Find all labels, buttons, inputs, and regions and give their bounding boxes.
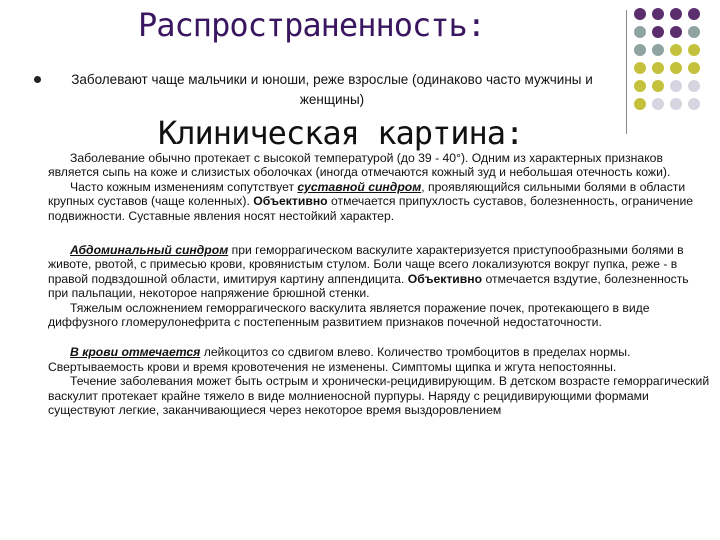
decorative-dot xyxy=(652,8,664,20)
decorative-dot xyxy=(652,26,664,38)
decorative-dot xyxy=(670,80,682,92)
paragraph-joint-syndrome xyxy=(48,180,712,223)
paragraph-abdominal-syndrome xyxy=(48,243,712,301)
decorative-dot xyxy=(634,44,646,56)
term-objectively: Объективно xyxy=(253,194,328,209)
decorative-dot xyxy=(634,26,646,38)
intro-text: Заболевают чаще мальчики и юноши, реже взрослые (одинаково часто мужчины и женщины) xyxy=(71,72,593,107)
decorative-dot xyxy=(652,80,664,92)
decorative-dot xyxy=(670,26,682,38)
decorative-dot xyxy=(652,44,664,56)
heading-clinical-picture: Клиническая картина: xyxy=(158,114,524,152)
decorative-dot xyxy=(634,80,646,92)
paragraph-kidney: Тяжелым осложнением геморрагического васкулита является поражение почек, протекающего в виде диффузного гломерулонефрита с постепенным развитием признаков почечной недостаточности. xyxy=(48,300,650,330)
decorative-dot xyxy=(634,98,646,110)
text-span: при геморрагическом васкулите характеризуется приступообразными болями в животе, рвотой, с примесью крови, кровянистым стулом. Боли чаще всего локализуются вокруг пупка, реже - в правой подвздошной области, имитируя картину аппендицита. xyxy=(48,243,684,286)
paragraph-course: Течение заболевания может быть острым и хронически-рецидивирующим. В детском возрасте геморрагический васкулит протекает крайне тяжело в виде молниеносной пурпуры. Наряду с рецидивирующими формами существуют легкие, заканчивающиеся через некоторое время выздоровлением xyxy=(48,374,710,418)
text-span: отмечается припухлость суставов, болезненность, ограничение подвижности. Суставные явления носят нестойкий характер. xyxy=(48,194,694,223)
paragraph-fever: Заболевание обычно протекает с высокой температурой (до 39 - 40°). Одним из характерных признаков является сыпь на коже и слизистых оболочках (иногда отмечаются кожный зуд и небольшая отечность кожи). xyxy=(48,151,671,180)
decorative-dot xyxy=(688,26,700,38)
decorative-dot xyxy=(670,62,682,74)
term-abdominal-syndrome: Абдоминальный синдром xyxy=(70,243,229,258)
decorative-dot xyxy=(634,8,646,20)
decorative-dot xyxy=(688,44,700,56)
decorative-dot xyxy=(688,62,700,74)
text-span: отмечается вздутие, болезненность при пальпации, некоторое напряжение брюшной стенки. xyxy=(48,271,689,301)
decorative-dot xyxy=(670,8,682,20)
decorative-dot xyxy=(670,98,682,110)
decorative-dot xyxy=(688,8,700,20)
text-span: Часто кожным изменениям сопутствует xyxy=(70,179,298,194)
heading-prevalence: Распространенность: xyxy=(138,6,486,44)
text-span: лейкоцитоз со сдвигом влево. Количество тромбоцитов в пределах нормы. Свертываемость крови и время кровотечения не изменены. Симптомы щипка и жгута непостоянны. xyxy=(48,345,631,374)
bullet-icon xyxy=(34,76,41,83)
decorative-dot xyxy=(688,98,700,110)
paragraph-blood xyxy=(48,345,712,374)
text-span: , проявляющийся сильными болями в области крупных суставов (чаще коленных). xyxy=(48,179,686,209)
term-joint-syndrome: суставной синдром xyxy=(297,179,422,194)
decorative-dot xyxy=(652,98,664,110)
decorative-dot xyxy=(670,44,682,56)
term-objectively: Объективно xyxy=(407,271,483,286)
decorative-dot xyxy=(652,62,664,74)
decorative-dot xyxy=(634,62,646,74)
clinical-text xyxy=(48,151,712,418)
decorative-dot xyxy=(688,80,700,92)
divider-line xyxy=(626,10,627,134)
term-blood: В крови отмечается xyxy=(70,345,201,360)
